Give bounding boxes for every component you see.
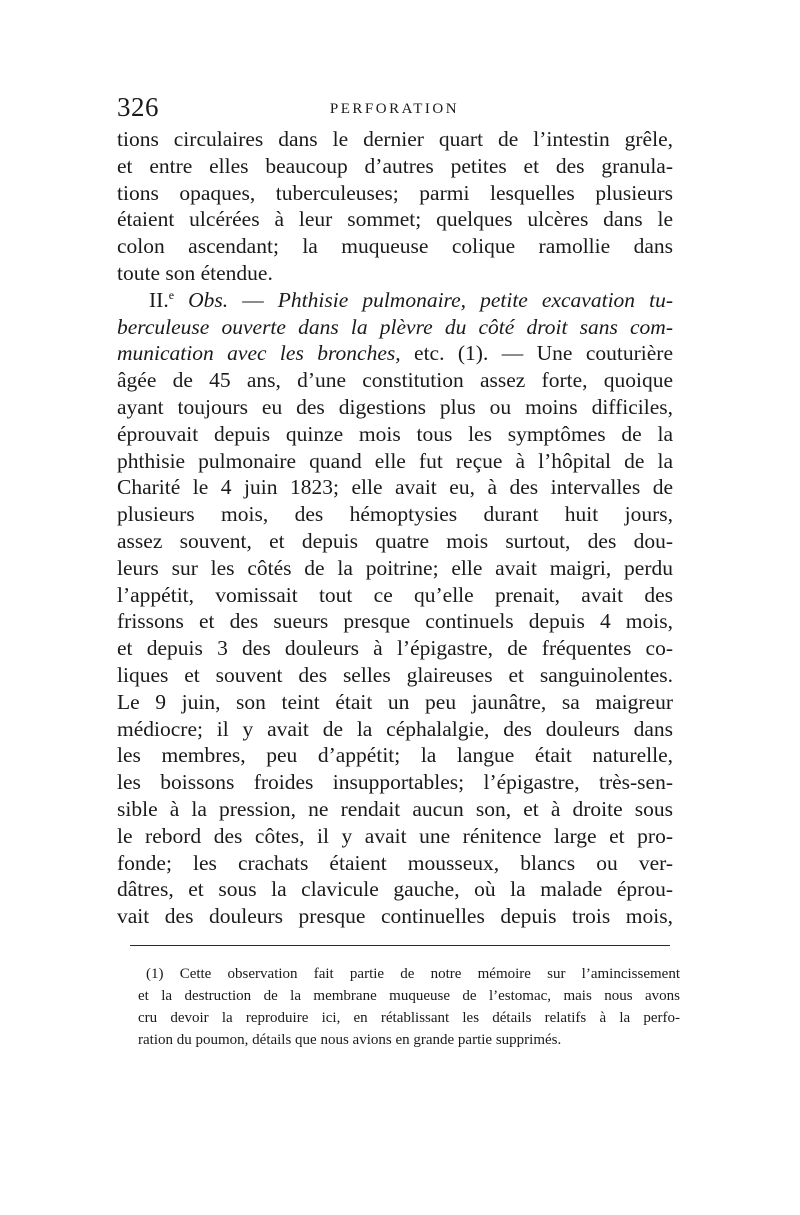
text-line: fonde; les crachats étaient mousseux, blancs ou ver- [117, 850, 673, 875]
footnote-line: et la destruction de la membrane muqueuse de l’estomac, mais nous avons [138, 988, 680, 1004]
text-line: âgée de 45 ans, d’une constitution assez forte, quoique [117, 368, 673, 393]
footnote-line: ration du poumon, détails que nous avions en grande partie supprimés. [138, 1032, 562, 1048]
text-line: toute son étendue. [117, 260, 273, 285]
text-line: Charité le 4 juin 1823; elle avait eu, à des intervalles de [117, 475, 673, 500]
text-line: et depuis 3 des douleurs à l’épigastre, de fréquentes co- [117, 636, 673, 661]
text-line: tions opaques, tuberculeuses; parmi lesquelles plusieurs [117, 180, 673, 205]
text-line: phthisie pulmonaire quand elle fut reçue à l’hôpital de la [117, 448, 673, 473]
text-line: les membres, peu d’appétit; la langue était naturelle, [117, 743, 673, 768]
footnote-line: (1) Cette observation fait partie de notre mémoire sur l’amincissement [146, 966, 680, 982]
text-line: liques et souvent des selles glaireuses et sanguinolentes. [117, 662, 673, 687]
text-line: Le 9 juin, son teint était un peu jaunâtre, sa maigreur [117, 689, 673, 714]
body-text [117, 126, 673, 930]
text-line: médiocre; il y avait de la céphalalgie, des douleurs dans [117, 716, 673, 741]
text-line: les boissons froides insupportables; l’épigastre, très-sen- [117, 770, 673, 795]
footnote [138, 963, 680, 1051]
text-line: vait des douleurs presque continuelles depuis trois mois, [117, 904, 673, 929]
running-head: PERFORATION [329, 101, 460, 117]
text-line: dâtres, et sous la clavicule gauche, où la malade éprou- [117, 877, 673, 902]
observation-number: II. [149, 287, 169, 312]
observation-label: Obs. [174, 287, 229, 312]
ordinal-superscript: e [168, 287, 175, 302]
text-line: le rebord des côtes, il y avait une rénitence large et pro- [117, 823, 673, 848]
observation-title-end-line [117, 340, 673, 367]
observation-heading-line [117, 287, 673, 314]
text-line: leurs sur les côtés de la poitrine; elle avait maigri, perdu [117, 555, 673, 580]
text-line: éprouvait depuis quinze mois tous les symptômes de la [117, 421, 673, 446]
text-line: plusieurs mois, des hémoptysies durant huit jours, [117, 502, 673, 527]
footnote-separator [130, 945, 670, 946]
text-line: l’appétit, vomissait tout ce qu’elle prenait, avait des [117, 582, 673, 607]
footnote-line: cru devoir la reproduire ici, en rétablissant les détails relatifs à la perfo- [138, 1010, 680, 1026]
text-line: tions circulaires dans le dernier quart de l’intestin grêle, [117, 127, 673, 151]
page-number: 326 [117, 92, 159, 122]
em-dash: — [228, 287, 278, 312]
text-line: colon ascendant; la muqueuse colique ramollie dans [117, 234, 673, 259]
observation-title: Phthisie pulmonaire, petite excavation tu- [277, 287, 673, 312]
text-line: frissons et des sueurs presque continuels depuis 4 mois, [117, 609, 673, 634]
text-line: ayant toujours eu des digestions plus ou moins difficiles, [117, 394, 673, 419]
text-line: assez souvent, et depuis quatre mois surtout, des dou- [117, 528, 673, 553]
text-line: étaient ulcérées à leur sommet; quelques ulcères dans le [117, 207, 673, 232]
text-line: et entre elles beaucoup d’autres petites et des granula- [117, 153, 673, 178]
text-line-rest: etc. (1). — Une couturière [400, 341, 673, 366]
text-line: sible à la pression, ne rendait aucun son, et à droite sous [117, 796, 673, 821]
observation-title-end: munication avec les bronches, [117, 341, 401, 366]
page-header [117, 92, 672, 126]
observation-title-line: berculeuse ouverte dans la plèvre du côté droit sans com- [117, 314, 673, 339]
